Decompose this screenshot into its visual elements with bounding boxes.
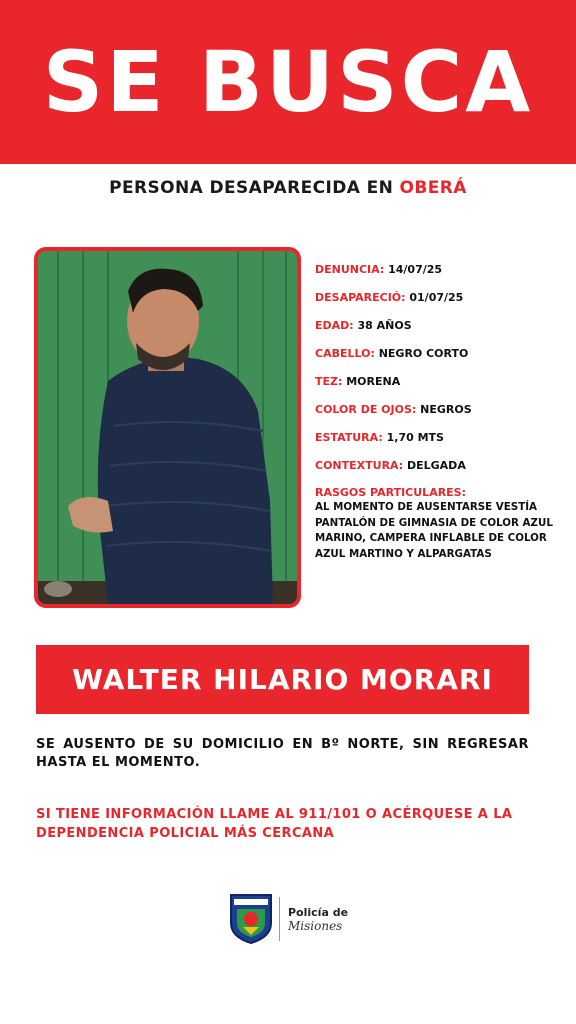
detail-value: 14/07/25: [384, 263, 443, 276]
detail-label: EDAD:: [315, 319, 354, 332]
detail-contextura: [315, 458, 565, 486]
rasgos-value: [315, 500, 565, 562]
detail-value: DELGADA: [403, 459, 466, 472]
contact-info: [36, 805, 536, 843]
person-name: WALTER HILARIO MORARI: [72, 663, 493, 696]
detail-value: MORENA: [342, 375, 401, 388]
detail-value: NEGROS: [416, 403, 472, 416]
detail-color-de-ojos: [315, 402, 565, 430]
header-banner: [0, 0, 576, 164]
rasgos-line: PANTALÓN DE GIMNASIA DE COLOR AZUL: [315, 516, 553, 529]
logo-divider: [279, 897, 280, 941]
detail-desaparecio: [315, 290, 565, 318]
subtitle-city: OBERÁ: [399, 178, 467, 198]
rasgos-label: RASGOS PARTICULARES:: [315, 486, 467, 499]
page-title: SE BUSCA: [42, 33, 534, 131]
detail-label: DESAPARECIÓ:: [315, 291, 406, 304]
logo-top-text: Policía de: [288, 905, 349, 919]
detail-value: 01/07/25: [405, 291, 464, 304]
detail-edad: [315, 318, 565, 346]
shield-icon: [229, 893, 273, 945]
detail-label: ESTATURA:: [315, 431, 383, 444]
rasgos-line: AZUL MARTINO Y ALPARGATAS: [315, 547, 492, 560]
rasgos-line: MARINO, CAMPERA INFLABLE DE COLOR: [315, 532, 547, 544]
detail-tez: [315, 374, 565, 402]
contact-info-line: DEPENDENCIA POLICIAL MÁS CERCANA: [36, 826, 335, 841]
contact-info-line: SI TIENE INFORMACIÓN LLAME AL 911/101 O ACÉRQUESE A LA: [36, 807, 513, 822]
subtitle: [0, 178, 576, 198]
detail-value: 38 AÑOS: [353, 319, 412, 332]
logo-bottom-text: Misiones: [288, 918, 343, 933]
detail-label: COLOR DE OJOS:: [315, 403, 417, 416]
detail-value: NEGRO CORTO: [374, 347, 469, 360]
detail-label: DENUNCIA:: [315, 263, 385, 276]
person-photo-illustration: [38, 251, 297, 604]
detail-label: CABELLO:: [315, 347, 375, 360]
detail-cabello: [315, 346, 565, 374]
detail-value: 1,70 MTS: [382, 431, 444, 444]
detail-label: TEZ:: [315, 375, 343, 388]
detail-denuncia: [315, 262, 565, 290]
name-banner: [36, 645, 529, 714]
description-text: SE AUSENTO DE SU DOMICILIO EN Bº NORTE, SIN REGRESAR HASTA EL MOMENTO.: [36, 737, 529, 770]
police-logo: [229, 892, 359, 946]
logo-text: [288, 906, 348, 933]
details-panel: [315, 262, 565, 562]
detail-label: CONTEXTURA:: [315, 459, 404, 472]
rasgos-line: AL MOMENTO DE AUSENTARSE VESTÍA: [315, 501, 538, 513]
detail-estatura: [315, 430, 565, 458]
person-photo: [34, 247, 301, 608]
subtitle-prefix: PERSONA DESAPARECIDA EN: [109, 178, 400, 198]
